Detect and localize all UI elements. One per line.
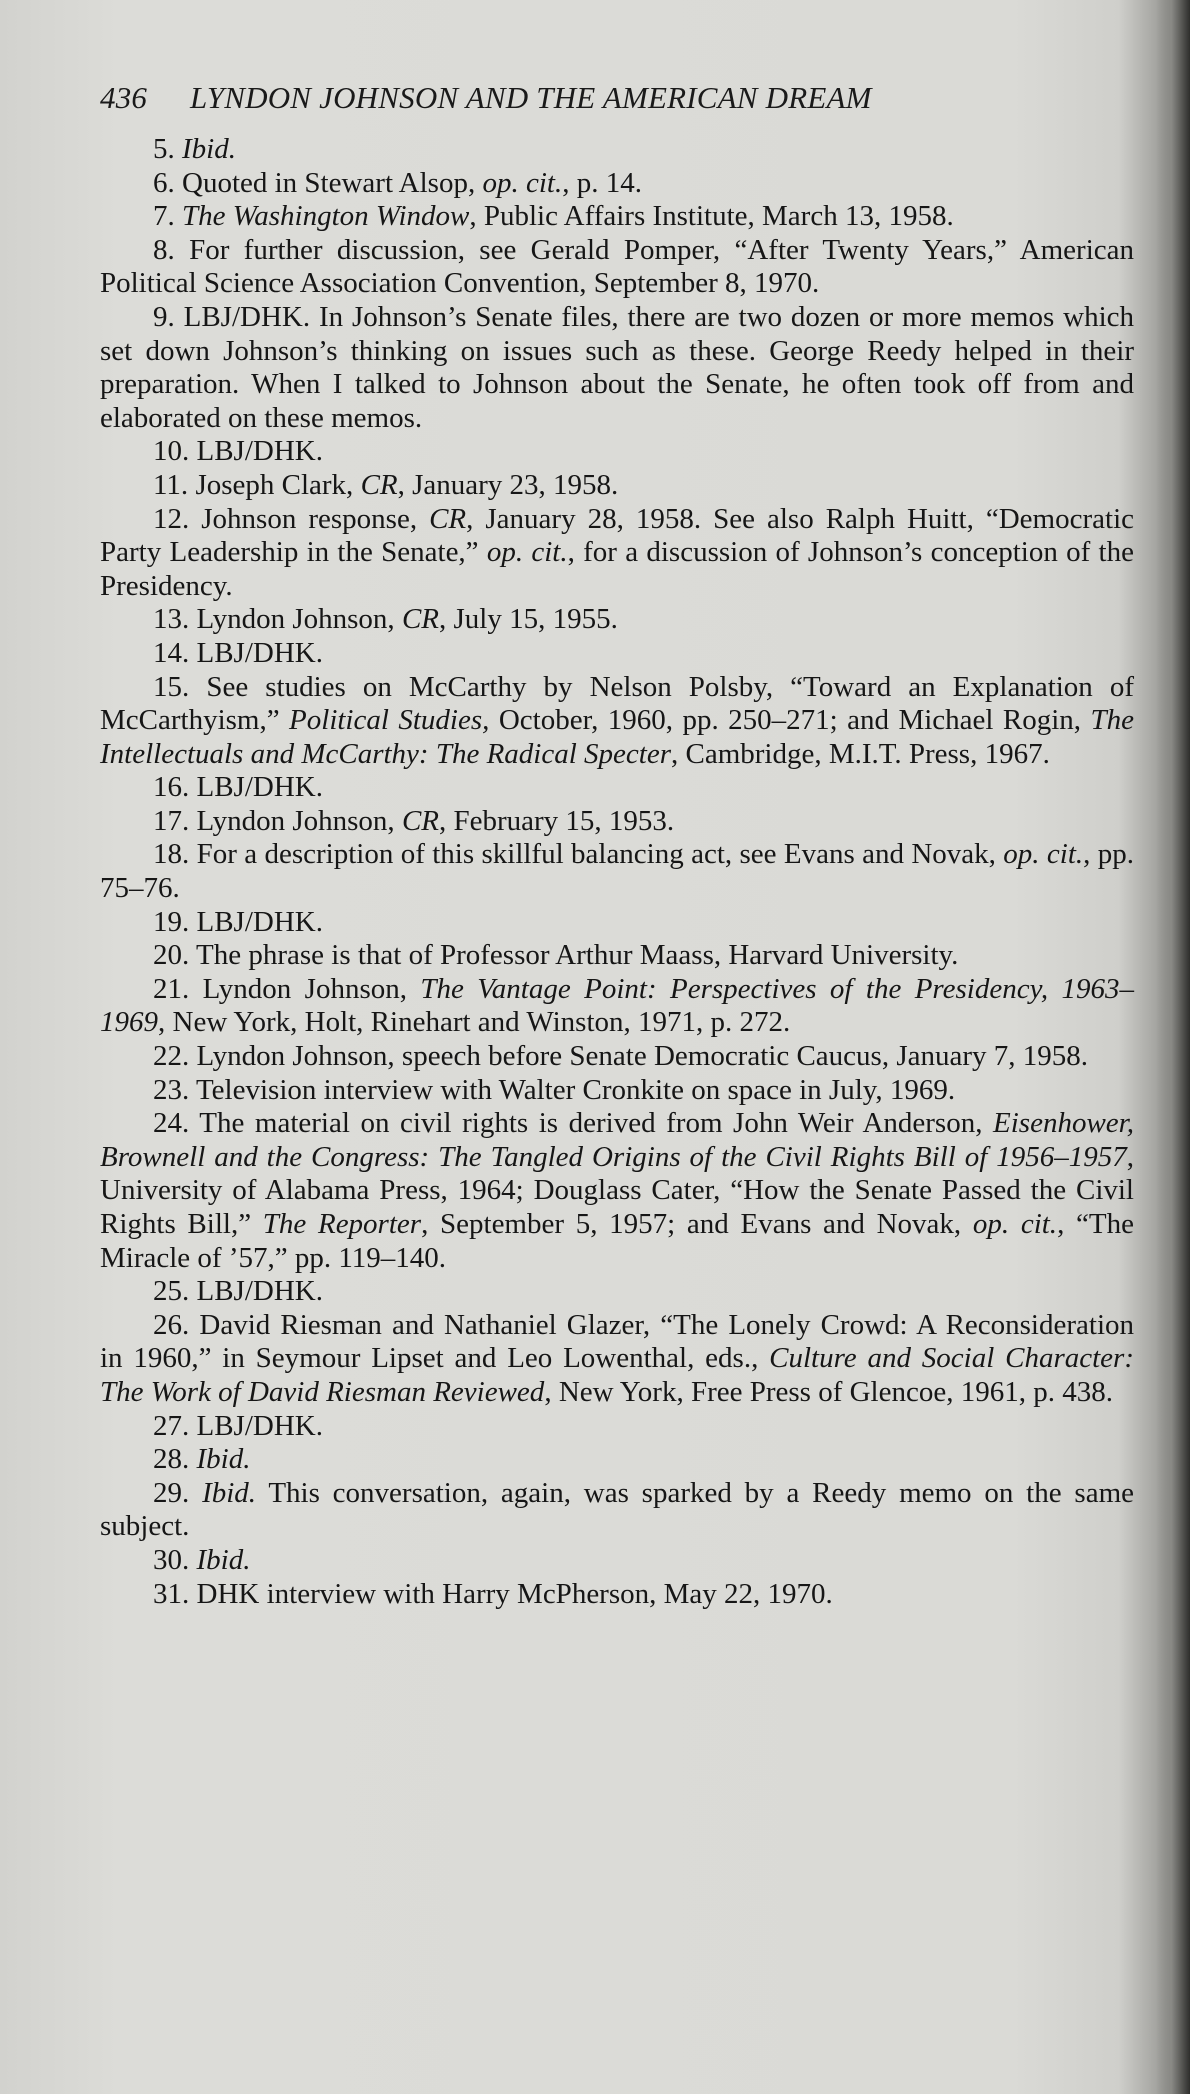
endnote-text: Johnson response, [201, 502, 430, 535]
endnote-italic-text: op. cit. [486, 536, 568, 569]
endnote-text: , Cambridge, M.I.T. Press, 1967. [671, 737, 1050, 770]
endnote-italic-text: CR [401, 603, 439, 636]
endnote-text: , p. 14. [562, 166, 642, 199]
endnote-italic-text: op. cit. [1003, 838, 1084, 871]
endnote-text: Lyndon Johnson, [196, 804, 402, 837]
endnote-number: 9. [153, 300, 184, 333]
endnote [100, 1578, 1134, 1612]
endnote-text: October, 1960, pp. 250–271; and Michael Rogin, [489, 704, 1091, 737]
endnote-text: Television interview with Walter Cronkite on space in July, 1969. [195, 1073, 956, 1106]
endnote-text: , “The Miracle of ’57,” pp. 119–140. [100, 1208, 1134, 1274]
endnote-number: 24. [153, 1107, 200, 1140]
endnote [100, 133, 1134, 167]
endnote-text: , July 15, 1955. [439, 603, 618, 636]
endnote [100, 973, 1134, 1040]
endnote-number: 29. [153, 1476, 203, 1509]
endnote-number: 10. [153, 435, 197, 468]
endnote-text: This conversation, again, was sparked by a Reedy memo on the same subject. [100, 1476, 1135, 1543]
endnote-text: LBJ/DHK. [196, 435, 323, 468]
endnote-text: , January 28, 1958. See also Ralph Huitt, “Democratic Party Leadership in the Senate,” [100, 502, 1134, 569]
endnote [100, 939, 1134, 973]
endnote-number: 26. [153, 1308, 200, 1341]
endnote-number: 28. [153, 1443, 197, 1476]
endnote-text: The phrase is that of Professor Arthur Maass, Harvard University. [195, 939, 959, 972]
page-number: 436 [100, 80, 148, 115]
endnote-text: DHK interview with Harry McPherson, May 22, 1970. [196, 1577, 833, 1610]
endnote-text: , New York, Free Press of Glencoe, 1961, p. 438. [544, 1375, 1113, 1408]
endnote-italic-text: CR [429, 502, 467, 535]
endnote-number: 27. [153, 1409, 197, 1442]
endnote [100, 1074, 1134, 1108]
endnote [100, 1275, 1134, 1309]
endnote-italic-text: The Intellectuals and McCarthy: The Radical Specter [100, 704, 1134, 770]
endnote [100, 906, 1134, 940]
running-title: LYNDON JOHNSON AND THE AMERICAN DREAM [190, 80, 872, 115]
endnote-text: Joseph Clark, [195, 468, 361, 501]
endnote-text: , Public Affairs Institute, March 13, 1958. [469, 200, 954, 233]
endnote [100, 1410, 1134, 1444]
endnote-text: The material on civil rights is derived from John Weir Anderson, [199, 1107, 994, 1140]
endnote-text: Lyndon Johnson, [202, 972, 421, 1005]
endnote [100, 234, 1134, 301]
endnote-italic-text: Ibid. [196, 1443, 251, 1476]
endnote-text: , New York, Holt, Rinehart and Winston, 1971, p. 272. [158, 1006, 791, 1039]
endnote-number: 15. [153, 670, 207, 703]
endnote [100, 1107, 1134, 1275]
endnote [100, 1544, 1134, 1578]
endnote-italic-text: Ibid. [196, 1543, 251, 1576]
endnote-text: , January 23, 1958. [397, 468, 619, 501]
endnote [100, 603, 1134, 637]
endnote-number: 19. [153, 905, 197, 938]
endnote [100, 1040, 1134, 1074]
endnote-italic-text: The Reporter [262, 1208, 422, 1240]
endnote-text: For a description of this skillful balancing act, see Evans and Novak, [196, 838, 1004, 871]
endnote-number: 7. [153, 200, 182, 233]
endnote-text: LBJ/DHK. [196, 1275, 323, 1308]
endnote-italic-text: CR [401, 804, 439, 837]
endnote-number: 14. [153, 636, 197, 669]
endnote-text: , February 15, 1953. [439, 804, 675, 837]
endnote [100, 838, 1134, 905]
endnote [100, 435, 1134, 469]
endnote [100, 1443, 1134, 1477]
endnote-text: Lyndon Johnson, speech before Senate Democratic Caucus, January 7, 1958. [196, 1040, 1089, 1073]
endnote-text: , University of Alabama Press, 1964; Douglass Cater, “How the Senate Passed the Civil Rights Bill,” [100, 1140, 1134, 1240]
endnote [100, 1309, 1134, 1410]
endnote-number: 8. [153, 233, 190, 266]
endnote [100, 167, 1134, 201]
endnote-italic-text: op. cit. [482, 166, 563, 199]
endnote-italic-text: Ibid. [202, 1476, 257, 1509]
endnote-text: , September 5, 1957; and Evans and Novak, [421, 1208, 973, 1240]
endnote-text: LBJ/DHK. [196, 636, 323, 669]
endnote [100, 771, 1134, 805]
endnote-number: 6. [153, 166, 182, 199]
endnote-italic-text: Political Studies, [289, 704, 490, 737]
endnote-text: For further discussion, see Gerald Pomper, “After Twenty Years,” American Political Science Association Convention, September 8, 1970. [100, 233, 1135, 300]
endnote [100, 200, 1134, 234]
endnote-number: 11. [153, 468, 196, 501]
endnote-number: 5. [153, 133, 182, 165]
endnote-number: 22. [153, 1040, 197, 1073]
endnote-italic-text: Ibid. [182, 133, 236, 165]
endnote-text: Lyndon Johnson, [196, 603, 402, 636]
endnote-number: 21. [153, 972, 203, 1005]
endnote [100, 1477, 1134, 1544]
endnote [100, 503, 1134, 604]
endnote-italic-text: The Washington Window [182, 200, 470, 233]
endnote-italic-text: The Vantage Point: Perspectives of the Presidency, 1963–1969 [100, 972, 1135, 1039]
endnote-text: LBJ/DHK. [196, 1409, 323, 1442]
endnote-number: 20. [153, 939, 196, 972]
endnotes-list [100, 133, 1134, 1611]
endnote-number: 16. [153, 771, 197, 804]
endnote-number: 25. [153, 1275, 197, 1308]
endnote-italic-text: Eisenhower, Brownell and the Congress: The Tangled Origins of the Civil Rights Bill of 1956–1957 [100, 1107, 1134, 1173]
endnote-text: David Riesman and Nathaniel Glazer, “The Lonely Crowd: A Reconsideration in 1960,” in Seymour Lipset and Leo Lowenthal, eds., [100, 1308, 1135, 1375]
endnote-number: 17. [153, 804, 197, 837]
endnote-number: 13. [153, 603, 197, 636]
endnote [100, 637, 1134, 671]
endnote-number: 31. [153, 1577, 197, 1610]
endnote-number: 18. [153, 838, 197, 871]
endnote-italic-text: Culture and Social Character: The Work of David Riesman Reviewed [100, 1342, 1134, 1408]
endnote [100, 671, 1134, 772]
endnote-text: , pp. 75–76. [100, 838, 1134, 905]
endnote-number: 23. [153, 1073, 196, 1106]
endnote-text: LBJ/DHK. [196, 905, 323, 938]
endnote-number: 12. [153, 502, 202, 535]
endnote-text: LBJ/DHK. [196, 771, 323, 804]
endnote-text: See studies on McCarthy by Nelson Polsby, “Toward an Explanation of McCarthyism,” [100, 670, 1135, 737]
endnote-text: , for a discussion of Johnson’s conception of the Presidency. [100, 536, 1134, 602]
endnote-text: LBJ/DHK. In Johnson’s Senate files, there are two dozen or more memos which set down Johnson’s thinking on issues such as these. George Reedy helped in their preparation. When I talked to Johnson about the Senate, he often took off from and elaborated on these memos. [100, 300, 1134, 434]
endnote [100, 301, 1134, 435]
endnote [100, 805, 1134, 839]
endnote-number: 30. [153, 1543, 197, 1576]
page-gutter-shadow [1156, 0, 1190, 2094]
endnote-italic-text: CR [360, 468, 398, 501]
running-header [100, 80, 1100, 124]
endnote-text: Quoted in Stewart Alsop, [182, 166, 483, 199]
endnote [100, 469, 1134, 503]
endnote-italic-text: op. cit. [972, 1208, 1058, 1240]
